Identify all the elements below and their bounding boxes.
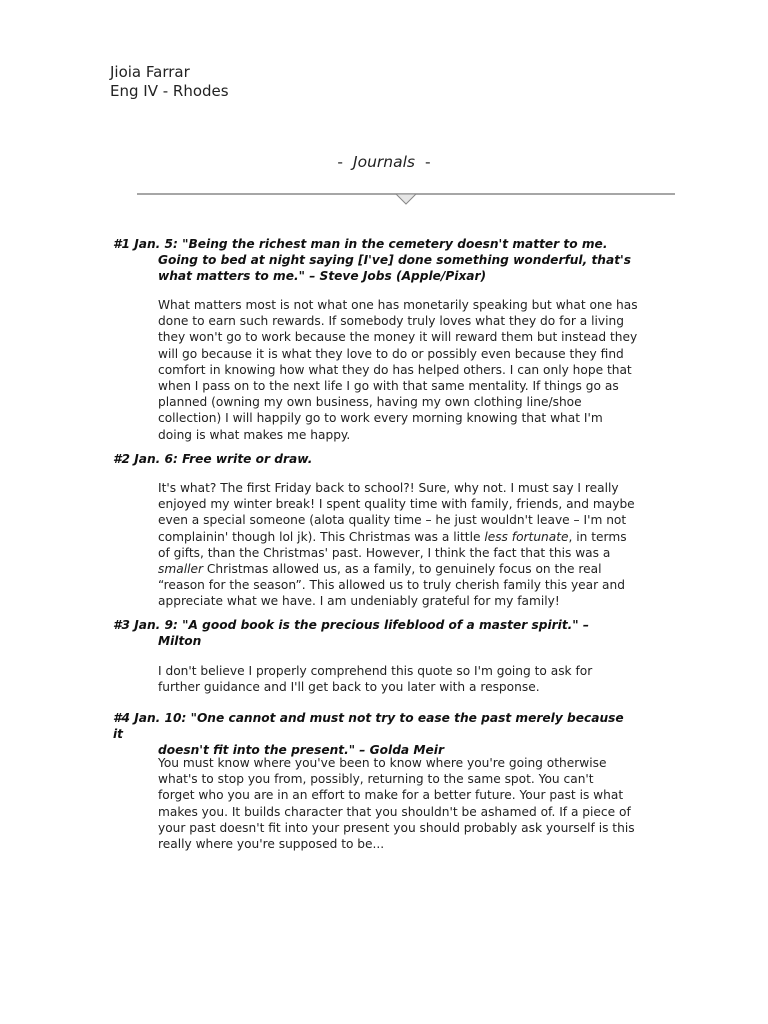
course-name: Eng IV - Rhodes bbox=[110, 82, 229, 100]
body-line: smaller Christmas allowed us, as a family, to genuinely focus on the real bbox=[158, 562, 602, 577]
entry-heading-line: doesn't fit into the present." – Golda Meir bbox=[158, 743, 444, 757]
body-line: really where you're supposed to be... bbox=[158, 837, 385, 852]
body-line: doing is what makes me happy. bbox=[158, 427, 351, 442]
body-line: when I pass on to the next life I go with that same mentality. If things go as bbox=[158, 379, 619, 394]
entry-heading-line: #4 Jan. 10: "One cannot and must not try to ease the past merely because it bbox=[113, 711, 624, 741]
body-line: “reason for the season”. This allowed us to truly cherish family this year and bbox=[158, 578, 625, 593]
body-line: will go because it is what they love to do or possibly even because they find bbox=[158, 346, 624, 361]
entry-1-body bbox=[158, 297, 658, 443]
entry-heading-line: Going to bed at night saying [I've] done something wonderful, that's bbox=[158, 253, 632, 267]
entry-1-heading bbox=[113, 236, 633, 284]
entry-heading-line: #2 Jan. 6: Free write or draw. bbox=[113, 452, 313, 466]
entry-heading-line: Milton bbox=[158, 634, 202, 648]
page-title bbox=[0, 153, 768, 171]
entry-4-heading bbox=[113, 710, 633, 758]
title-dash-left: - bbox=[337, 153, 344, 171]
body-line: What matters most is not what one has monetarily speaking but what one has bbox=[158, 298, 638, 312]
body-line: what's to stop you from, possibly, returning to the same spot. You can't bbox=[158, 772, 594, 787]
entry-heading-line: what matters to me." – Steve Jobs (Apple/Pixar) bbox=[158, 269, 487, 283]
author-header bbox=[110, 63, 229, 101]
title-dash-right: - bbox=[424, 153, 431, 171]
entry-4-body bbox=[158, 755, 658, 852]
entry-2-body bbox=[158, 480, 658, 610]
body-line: forget who you are in an effort to make for a better future. Your past is what bbox=[158, 788, 624, 803]
entry-2-heading bbox=[113, 451, 633, 467]
author-name: Jioia Farrar bbox=[110, 63, 190, 81]
title-text: Journals bbox=[353, 153, 415, 171]
body-line: planned (owning my own business, having my own clothing line/shoe bbox=[158, 395, 582, 410]
body-line: done to earn such rewards. If somebody truly loves what they do for a living bbox=[158, 314, 624, 329]
body-line: I don't believe I properly comprehend this quote so I'm going to ask for bbox=[158, 664, 593, 678]
body-line: your past doesn't fit into your present you should probably ask yourself is this bbox=[158, 820, 635, 835]
divider-arrow-icon bbox=[396, 194, 416, 204]
entry-heading-line: #1 Jan. 5: "Being the richest man in the cemetery doesn't matter to me. bbox=[113, 237, 608, 251]
body-line: comfort in knowing how what they do has helped others. I can only hope that bbox=[158, 362, 632, 377]
body-line: they won't go to work because the money it will reward them but instead they bbox=[158, 330, 638, 345]
entry-3-heading bbox=[113, 617, 633, 649]
entry-3-body bbox=[158, 663, 658, 695]
body-line: of gifts, than the Christmas' past. However, I think the fact that this was a bbox=[158, 545, 611, 560]
entry-heading-line: #3 Jan. 9: "A good book is the precious lifeblood of a master spirit." – bbox=[113, 618, 589, 632]
body-line: complainin' though lol jk). This Christmas was a little less fortunate, in terms bbox=[158, 529, 627, 544]
body-line: collection) I will happily go to work every morning knowing that what I'm bbox=[158, 411, 603, 426]
body-line: even a special someone (alota quality time – he just wouldn't leave – I'm not bbox=[158, 513, 627, 528]
body-line: It's what? The first Friday back to school?! Sure, why not. I must say I really bbox=[158, 481, 619, 495]
body-line: makes you. It builds character that you shouldn't be ashamed of. If a piece of bbox=[158, 804, 631, 819]
body-line: appreciate what we have. I am undeniably grateful for my family! bbox=[158, 594, 560, 609]
body-line: enjoyed my winter break! I spent quality time with family, friends, and maybe bbox=[158, 497, 635, 512]
body-line: further guidance and I'll get back to you later with a response. bbox=[158, 680, 540, 695]
title-divider bbox=[137, 190, 675, 210]
body-line: You must know where you've been to know where you're going otherwise bbox=[158, 756, 607, 770]
